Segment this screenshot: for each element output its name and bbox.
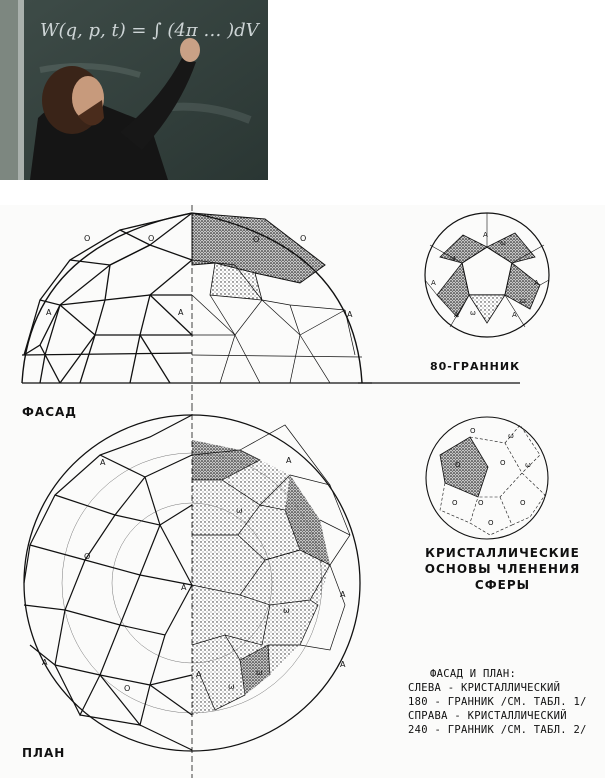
svg-text:ω: ω xyxy=(283,606,290,615)
svg-text:ω: ω xyxy=(500,239,506,247)
svg-text:A: A xyxy=(431,279,436,287)
svg-text:A: A xyxy=(196,670,202,679)
svg-text:A: A xyxy=(483,231,488,239)
facade-dome xyxy=(22,205,520,405)
caption-line-4: СПРАВА - КРИСТАЛЛИЧЕСКИЙ xyxy=(408,710,567,722)
svg-text:ω: ω xyxy=(236,506,243,515)
title-line-2: ОСНОВЫ ЧЛЕНЕНИЯ xyxy=(424,562,581,576)
svg-text:O: O xyxy=(520,499,526,507)
svg-text:O: O xyxy=(478,499,484,507)
caption-line-3: 180 - ГРАННИК /СМ. ТАБЛ. 1/ xyxy=(408,696,587,708)
svg-text:A: A xyxy=(286,456,292,465)
svg-text:O: O xyxy=(253,235,260,244)
caption-line-1: ФАСАД И ПЛАН: xyxy=(430,668,517,680)
chalkboard-photo xyxy=(0,0,268,180)
svg-text:A: A xyxy=(46,308,52,317)
drawing-title xyxy=(405,545,600,593)
svg-text:ω: ω xyxy=(450,254,456,262)
svg-text:A: A xyxy=(181,583,187,592)
svg-text:O: O xyxy=(470,427,476,435)
svg-text:ω: ω xyxy=(470,309,476,317)
svg-text:ω: ω xyxy=(228,682,235,691)
caption-line-2: СЛЕВА - КРИСТАЛЛИЧЕСКИЙ xyxy=(408,682,561,694)
svg-text:O: O xyxy=(488,519,494,527)
svg-text:A: A xyxy=(178,308,184,317)
chalkboard-formula: W(q, p, t) = ∫ (4π … )dV xyxy=(40,20,259,41)
svg-text:O: O xyxy=(452,499,458,507)
title-line-1: КРИСТАЛЛИЧЕСКИЕ xyxy=(425,546,580,560)
svg-text:ω: ω xyxy=(508,432,514,440)
svg-text:O: O xyxy=(84,552,91,561)
vertex-o: O xyxy=(84,234,91,243)
polyhedron-240-sphere xyxy=(426,417,548,539)
caption-line-5: 240 - ГРАННИК /СМ. ТАБЛ. 2/ xyxy=(408,724,587,736)
plan-label: ПЛАН xyxy=(22,746,66,760)
svg-text:A: A xyxy=(454,311,459,319)
title-line-3: СФЕРЫ xyxy=(474,578,531,592)
svg-text:O: O xyxy=(148,234,155,243)
svg-text:ω: ω xyxy=(525,461,531,469)
svg-text:A: A xyxy=(512,311,517,319)
svg-text:O: O xyxy=(300,234,307,243)
svg-text:O: O xyxy=(124,684,131,693)
drawing-caption xyxy=(408,667,587,737)
svg-text:A: A xyxy=(42,658,48,667)
svg-text:A: A xyxy=(340,660,346,669)
svg-text:O: O xyxy=(455,461,461,469)
geodesic-drawing-sheet xyxy=(0,205,605,778)
polyhedron-80-label: 80-ГРАННИК xyxy=(430,360,521,373)
svg-text:A: A xyxy=(340,590,346,599)
svg-text:ω: ω xyxy=(256,668,263,677)
plan-sphere xyxy=(24,405,360,778)
svg-text:ω: ω xyxy=(520,297,526,305)
svg-text:O: O xyxy=(500,459,506,467)
svg-text:A: A xyxy=(100,458,106,467)
svg-text:A: A xyxy=(534,279,539,287)
facade-label: ФАСАД xyxy=(22,405,77,419)
svg-text:A: A xyxy=(347,310,353,319)
